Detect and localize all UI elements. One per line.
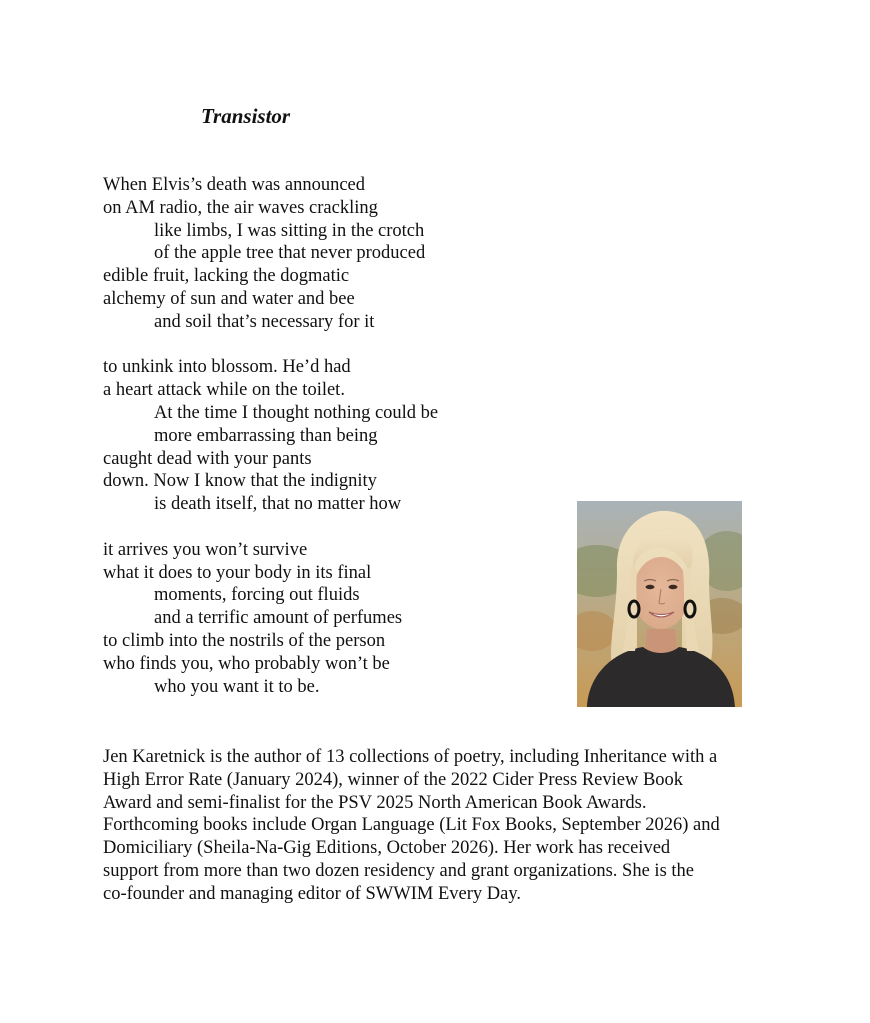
poem-line: on AM radio, the air waves crackling [103,197,378,218]
poem-line: of the apple tree that never produced [154,243,426,264]
poem-line: caught dead with your pants [103,448,312,469]
poem-line: and soil that’s necessary for it [154,311,375,332]
poem-line: to unkink into blossom. He’d had [103,357,351,378]
stanza [103,174,563,334]
bio-line: co-founder and managing editor of SWWIM Every Day. [103,883,521,904]
poem-line: it arrives you won’t survive [103,539,308,560]
poem-line: more embarrassing than being [154,425,378,446]
bio-line: Domiciliary (Sheila-Na-Gig Editions, October 2026). Her work has received [103,838,671,859]
poem-line: down. Now I know that the indignity [103,471,377,492]
poem-title: Transistor [201,104,291,128]
poem-line: At the time I thought nothing could be [154,402,439,423]
poem-line: is death itself, that no matter how [154,494,402,515]
poem-line: what it does to your body in its final [103,562,372,583]
author-bio [103,746,793,906]
poem-line: who finds you, who probably won’t be [103,653,390,674]
poem-line: like limbs, I was sitting in the crotch [154,220,425,241]
bio-line: Jen Karetnick is the author of 13 collections of poetry, including Inheritance with a [103,747,718,767]
poem-line: When Elvis’s death was announced [103,175,366,195]
bio-line: support from more than two dozen residency and grant organizations. She is the [103,860,694,881]
stanza [103,539,563,699]
poem-line: to climb into the nostrils of the person [103,630,386,651]
author-portrait-icon [577,501,742,707]
poem-line: a heart attack while on the toilet. [103,380,345,401]
bio-line: Award and semi-finalist for the PSV 2025 North American Book Awards. [103,792,647,813]
author-photo [577,501,742,707]
bio-line: Forthcoming books include Organ Language (Lit Fox Books, September 2026) and [103,815,720,836]
poem-body [103,174,563,698]
poem-line: and a terrific amount of perfumes [154,608,403,629]
poem-line: moments, forcing out fluids [154,585,360,606]
stanza [103,356,563,516]
poem-line: alchemy of sun and water and bee [103,288,355,309]
bio-line: High Error Rate (January 2024), winner of the 2022 Cider Press Review Book [103,769,684,790]
poem-line: who you want it to be. [154,676,320,697]
poem-line: edible fruit, lacking the dogmatic [103,266,350,287]
